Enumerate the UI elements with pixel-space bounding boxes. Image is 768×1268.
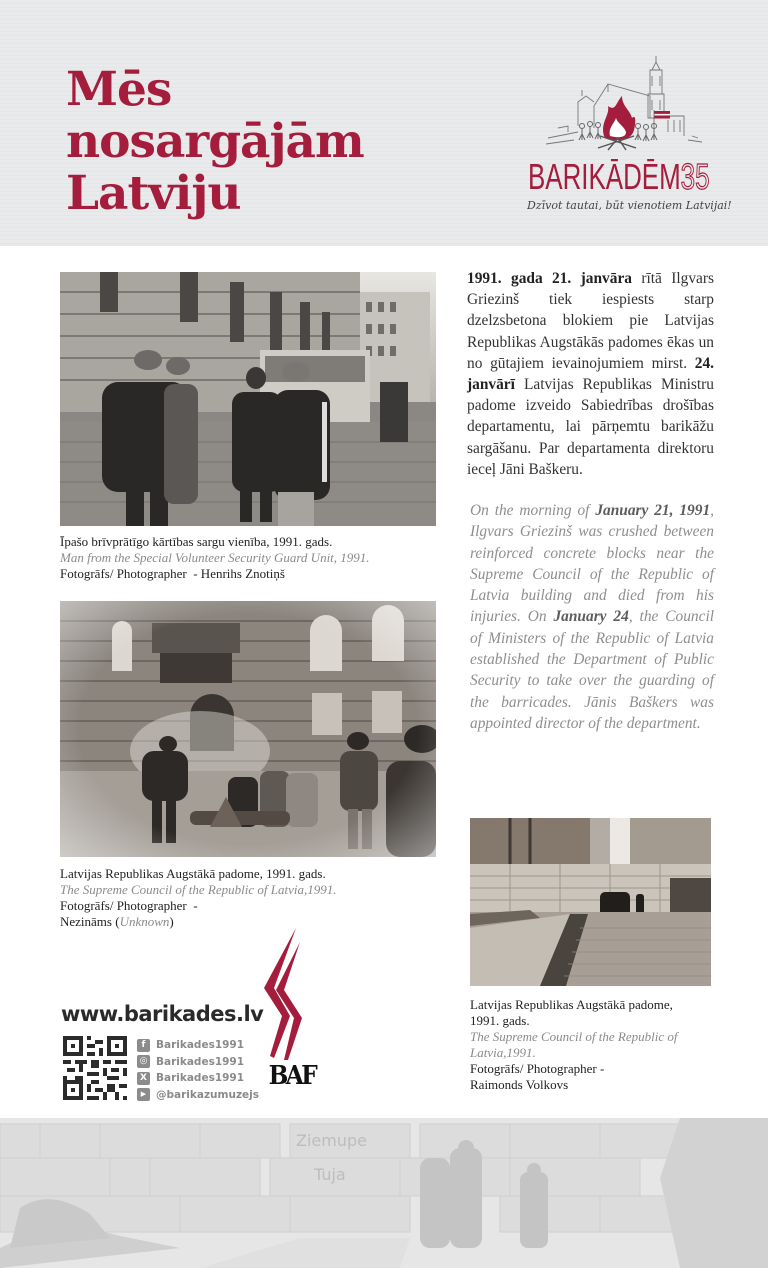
body-en-part-1: On the morning of: [470, 502, 596, 519]
social-links: [137, 1037, 259, 1103]
credit-name-en: Unknown: [119, 914, 170, 929]
social-facebook[interactable]: [137, 1037, 259, 1053]
body-en-part-3: , the Council of Ministers of the Republic of Latvia established the Department of Public Security to take over the guarding of the barricades. Jānis Baškers was appointed director of the department.: [470, 608, 714, 732]
title-line-3: Latviju: [66, 166, 241, 221]
caption-lv: Latvijas Republikas Augstākā padome, 1991. gads.: [60, 866, 326, 881]
photo-credit: Fotogrāfs/ Photographer -: [470, 1061, 605, 1076]
photo-credit: Fotogrāfs/ Photographer -: [60, 898, 198, 913]
body-en-part-2: , Ilgvars Griezinš was crushed between reinforced concrete blocks near the Supreme Council of the Republic of Latvia building and died from his injuries. On: [470, 502, 714, 626]
social-youtube[interactable]: [137, 1087, 259, 1103]
caption-lv: Īpašo brīvprātīgo kārtības sargu vienība, 1991. gads.: [60, 534, 333, 549]
date-jan-24-en: January 24: [553, 608, 629, 626]
barikadem35-logo: [524, 56, 732, 222]
photo-credit: Fotogrāfs/ Photographer - Henrihs Znotiņš: [60, 566, 285, 581]
title-line-1: Mēs: [66, 62, 172, 117]
website-link[interactable]: www.barikades.lv: [61, 1002, 264, 1026]
instagram-icon: ◎: [137, 1055, 150, 1068]
date-jan-21-en: January 21, 1991: [595, 502, 711, 519]
body-lv-part-2: Latvijas Republikas Ministru padome izveido Sabiedrības drošības departamentu, lai pārņemtu barikāžu sargāšanu. Par departamenta direktoru ieceļ Jāni Baškeru.: [467, 376, 714, 478]
caption-en: The Supreme Council of the Republic of Latvia,1991.: [60, 882, 337, 897]
youtube-icon: ▶: [137, 1088, 150, 1101]
photo-volunteer-guards: [60, 272, 436, 526]
qr-code[interactable]: [63, 1036, 127, 1100]
graffiti-ziemupe: Ziemupe: [296, 1131, 367, 1150]
facebook-icon: f: [137, 1039, 150, 1052]
social-label: Barikades1991: [156, 1055, 245, 1068]
photo-credit-name: Raimonds Volkovs: [470, 1077, 569, 1092]
baf-wordmark: BAF: [268, 1061, 316, 1091]
caption-en-line-1: The Supreme Council of the Republic of: [470, 1029, 678, 1044]
graffiti-tuja: Tuja: [314, 1165, 346, 1184]
photo-1-caption: [60, 534, 440, 582]
body-lv-part-1: rītā Ilgvars Griezinš tiek iespiests starp dzelzsbetona blokiem pie Latvijas Republikas Augstākās padomes ēkas un no gūtajiem ievainojumiem mirst.: [467, 270, 714, 372]
social-x[interactable]: [137, 1070, 259, 1086]
photo-2-caption: [60, 866, 440, 930]
logo-wordmark: [528, 156, 710, 197]
photo-supreme-council-bonfire: [60, 601, 436, 857]
credit-name-lv: Nezināms (: [60, 914, 120, 929]
baf-flame-icon: [256, 928, 306, 1068]
caption-lv-line-2: 1991. gads.: [470, 1013, 530, 1028]
caption-en: Man from the Special Volunteer Security Guard Unit, 1991.: [60, 550, 370, 565]
photo-barricade-blocks: [470, 818, 711, 986]
credit-name-end: ): [169, 914, 174, 929]
logo-slogan: Dzīvot tautai, būt vienotiem Latvijai!: [527, 199, 732, 212]
social-label: Barikades1991: [156, 1072, 245, 1084]
photo-credit-name: [60, 914, 440, 930]
date-jan-24-lv: 24. janvārī: [467, 354, 714, 394]
photo-3-caption: [470, 997, 720, 1093]
social-label: Barikades1991: [156, 1039, 245, 1051]
body-text-english: [470, 500, 714, 734]
header-band: [0, 0, 768, 246]
caption-en-line-2: Latvia,1991.: [470, 1045, 536, 1060]
social-label: @barikazumuzejs: [156, 1088, 260, 1101]
footer-barricade-photo: [0, 1118, 768, 1268]
cityscape-bonfire-icon: [538, 56, 708, 156]
logo-word: BARIKĀDĒM: [528, 156, 681, 197]
caption-lv-line-1: Latvijas Republikas Augstākā padome,: [470, 997, 673, 1012]
page-title: [66, 64, 466, 220]
title-line-2: nosargājām: [66, 114, 364, 169]
body-text-latvian: [467, 268, 714, 480]
social-instagram[interactable]: [137, 1054, 259, 1070]
logo-number: 35: [680, 156, 710, 197]
date-jan-21-lv: 1991. gada 21. janvāra: [467, 270, 632, 287]
x-icon: X: [137, 1072, 150, 1085]
